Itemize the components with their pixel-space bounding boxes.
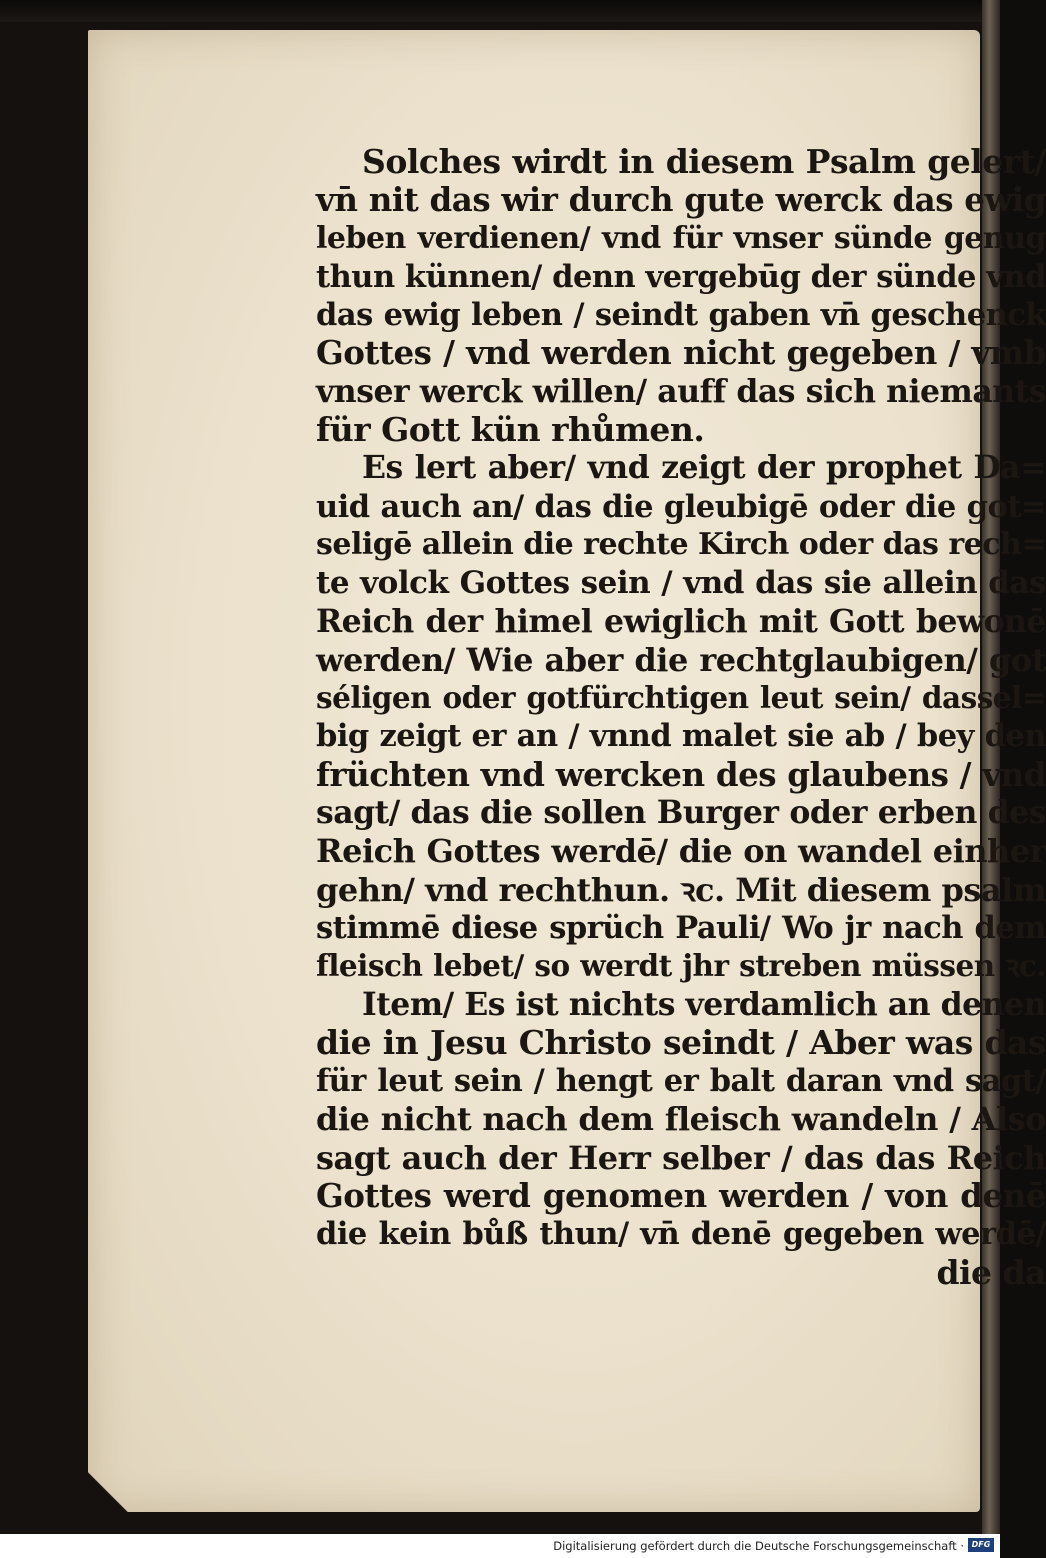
- page-text-block: [316, 143, 1046, 1292]
- text-line: Gottes / vnd werden nicht gegeben / vmb: [316, 333, 1046, 373]
- digitization-footer: [0, 1534, 1000, 1558]
- catchword: die da: [936, 1252, 1046, 1292]
- funding-notice: Digitalisierung gefördert durch die Deutsche Forschungsgemeinschaft ·: [553, 1539, 964, 1553]
- text-line: stimmē diese sprüch Pauli/ Wo jr nach dem: [316, 909, 1046, 946]
- text-line: für Gott kün rhůmen.: [316, 410, 705, 450]
- text-line: fleisch lebet/ so werdt jhr streben müssen ꝛc.: [316, 948, 1046, 984]
- text-line: für leut sein / hengt er balt daran vnd sagt/: [316, 1063, 1046, 1100]
- text-line: vnser werck willen/ auff das sich niemants: [316, 372, 1046, 410]
- text-line: die kein bůß thun/ vn̄ denē gegeben werdē/: [316, 1216, 1046, 1253]
- text-line: vn̄ nit das wir durch gute werck das ewig: [316, 180, 1046, 220]
- text-line: Solches wirdt in diesem Psalm gelert/: [362, 142, 1046, 181]
- scan-top-edge: [0, 0, 1000, 22]
- text-line: die in Jesu Christo seindt / Aber was das: [316, 1022, 1046, 1062]
- text-line: das ewig leben / seindt gaben vn̄ geschenck: [316, 297, 1046, 334]
- book-page: [88, 30, 1046, 1512]
- text-line: séligen oder gotfürchtigen leut sein/ dassel=: [316, 680, 1046, 716]
- text-line: Gottes werd genomen werden / von denē: [316, 1176, 1046, 1216]
- text-line: Reich der himel ewiglich mit Gott bewonē: [316, 602, 1046, 640]
- text-line: uid auch an/ das die gleubigē oder die got=: [316, 488, 1046, 525]
- text-line: big zeigt er an / vnnd malet sie ab / bey den: [316, 718, 1046, 755]
- text-line: Reich Gottes werdē/ die on wandel einher: [316, 832, 1046, 871]
- text-line: gehn/ vnd rechthun. ꝛc. Mit diesem psalm: [316, 870, 1046, 909]
- text-line: die nicht nach dem fleisch wandeln / Also: [316, 1100, 1046, 1139]
- text-line: sagt auch der Herr selber / das das Reich: [316, 1138, 1046, 1177]
- dfg-logo: DFG: [968, 1538, 994, 1552]
- text-line: werden/ Wie aber die rechtglaubigen/ got: [316, 640, 1046, 679]
- text-line: früchten vnd wercken des glaubens / vnd: [316, 754, 1046, 794]
- text-line: seligē allein die rechte Kirch oder das rech=: [316, 526, 1046, 562]
- text-line: te volck Gottes sein / vnd das sie allein das: [316, 565, 1046, 602]
- text-line: thun künnen/ denn vergebūg der sünde vnd: [316, 258, 1046, 295]
- text-line: Es lert aber/ vnd zeigt der prophet Da=: [362, 449, 1046, 487]
- text-line: leben verdienen/ vnd für vnser sünde genug: [316, 220, 1046, 256]
- text-line: sagt/ das die sollen Burger oder erben des: [316, 794, 1046, 832]
- text-line: Item/ Es ist nichts verdamlich an denen: [362, 985, 1046, 1023]
